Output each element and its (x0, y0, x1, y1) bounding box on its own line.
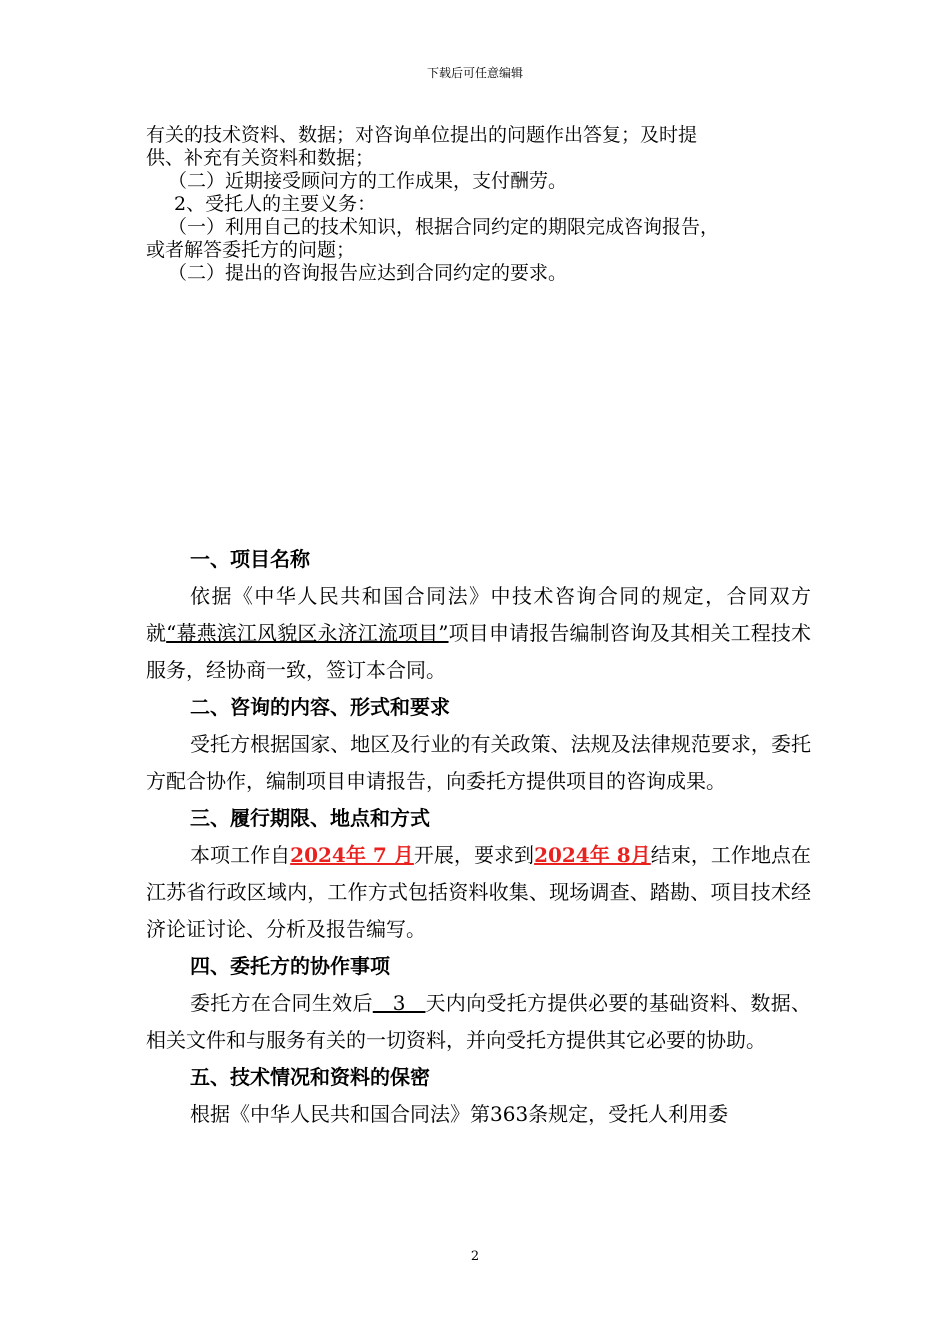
days-value: 3 (372, 991, 426, 1015)
text-line: 有关的技术资料、数据；对咨询单位提出的问题作出答复；及时提 (146, 124, 698, 146)
text-line: （一）利用自己的技术知识，根据合同约定的期限完成咨询报告， (168, 216, 720, 238)
contract-body (146, 541, 811, 1133)
continued-text (146, 124, 826, 285)
text-line: 或者解答委托方的问题； (146, 239, 356, 261)
paragraph: 受托方根据国家、地区及行业的有关政策、法规及法律规范要求，委托方配合协作，编制项目申请报告，向委托方提供项目的咨询成果。 (146, 732, 811, 793)
section-title: 二、咨询的内容、形式和要求 (190, 695, 450, 719)
section-title: 四、委托方的协作事项 (190, 954, 390, 978)
paragraph: 委托方在合同生效后 3 天内向受托方提供必要的基础资料、数据、相关文件和与服务有关的一切资料，并向受托方提供其它必要的协助。 (146, 991, 812, 1052)
paragraph: 依据《中华人民共和国合同法》中技术咨询合同的规定，合同双方就“幕燕滨江风貌区永济江流项目”项目申请报告编制咨询及其相关工程技术服务，经协商一致，签订本合同。 (146, 584, 812, 682)
text-line: （二）近期接受顾问方的工作成果，支付酬劳。 (168, 170, 568, 192)
text-line: 2、受托人的主要义务： (174, 193, 377, 215)
end-date: 2024年 8月 (534, 843, 651, 867)
start-date: 2024年 7 月 (290, 843, 414, 867)
section-title: 三、履行期限、地点和方式 (190, 806, 430, 830)
paragraph: 根据《中华人民共和国合同法》第363条规定，受托人利用委 (190, 1102, 729, 1126)
text-line: （二）提出的咨询报告应达到合同约定的要求。 (168, 262, 568, 284)
section-title: 五、技术情况和资料的保密 (190, 1065, 430, 1089)
paragraph: 本项工作自2024年 7 月开展，要求到2024年 8月结束，工作地点在江苏省行政区域内，工作方式包括资料收集、现场调查、踏勘、项目技术经济论证讨论、分析及报告编写。 (146, 843, 812, 941)
page-header: 下载后可任意编辑 (426, 66, 523, 80)
project-name: “幕燕滨江风貌区永济江流项目” (166, 621, 449, 645)
section-title: 一、项目名称 (190, 547, 310, 571)
page-number: 2 (470, 1249, 480, 1264)
text-line: 供、补充有关资料和数据； (146, 147, 375, 169)
